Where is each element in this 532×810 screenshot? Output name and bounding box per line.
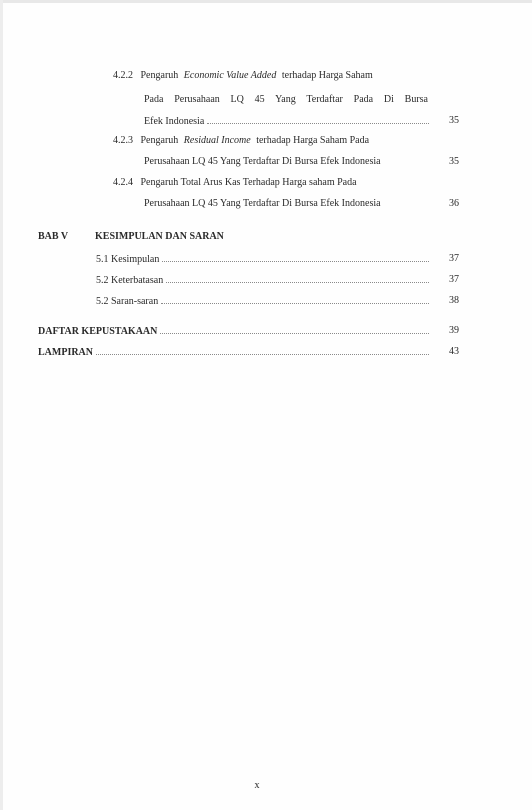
dot-leader (161, 302, 429, 304)
entry-number: 4.2.3 (113, 135, 133, 146)
entry-text: terhadap Harga Saham Pada (256, 135, 370, 146)
page-number: 38 (449, 295, 459, 306)
page-number: 39 (449, 325, 459, 336)
entry-text: Efek Indonesia (144, 116, 205, 127)
entry-text: Pengaruh (140, 70, 179, 81)
dot-leader (96, 353, 429, 355)
entry-text: 5.1 Kesimpulan (96, 254, 160, 265)
page-number: 35 (449, 156, 459, 167)
entry-text: 5.2 Saran-saran (96, 296, 159, 307)
scan-edge-left (0, 0, 3, 810)
footer-page-number: x (254, 780, 260, 791)
toc-entry-4-2-3-line2: Perusahaan LQ 45 Yang Terdaftar Di Bursa Efek Indonesia (144, 156, 381, 167)
toc-entry-4-2-4-line2: Perusahaan LQ 45 Yang Terdaftar Di Bursa Efek Indonesia (144, 198, 381, 209)
dot-leader (207, 122, 429, 124)
toc-entry-4-2-2-line1 (113, 70, 428, 82)
entry-text: DAFTAR KEPUSTAKAAN (38, 326, 158, 337)
toc-entry-4-2-3-line1 (113, 135, 428, 147)
entry-italic-text: Residual Income (183, 135, 251, 146)
toc-entry-lampiran (38, 346, 432, 358)
entry-text: 5.2 Keterbatasan (96, 275, 164, 286)
toc-entry-4-2-4-line1 (113, 177, 357, 189)
toc-entry-5-2 (96, 274, 432, 286)
entry-text: Pengaruh (140, 135, 179, 146)
entry-text: Pengaruh Total Arus Kas Terhadap Harga saham Pada (140, 177, 357, 188)
toc-entry-5-1 (96, 253, 432, 265)
entry-italic-text: Economic Value Added (183, 70, 277, 81)
entry-text: terhadap Harga Saham (281, 70, 373, 81)
page-number: 37 (449, 253, 459, 264)
toc-entry-4-2-2-line2: Pada Perusahaan LQ 45 Yang Terdaftar Pada Di Bursa (144, 94, 428, 105)
page-number: 37 (449, 274, 459, 285)
toc-entry-daftar-kepustakaan (38, 325, 432, 337)
entry-number: 4.2.4 (113, 177, 133, 188)
entry-text: LAMPIRAN (38, 347, 93, 358)
page-number: 35 (449, 115, 459, 126)
toc-entry-4-2-2-line3 (144, 115, 432, 127)
chapter-label: BAB V (38, 231, 69, 242)
dot-leader (162, 260, 429, 262)
page-number: 36 (449, 198, 459, 209)
chapter-title: KESIMPULAN DAN SARAN (95, 231, 224, 242)
page-number: 43 (449, 346, 459, 357)
toc-entry-5-3 (96, 295, 432, 307)
scan-edge-top (0, 0, 532, 3)
entry-number: 4.2.2 (113, 70, 133, 81)
dot-leader (160, 332, 429, 334)
dot-leader (166, 281, 429, 283)
